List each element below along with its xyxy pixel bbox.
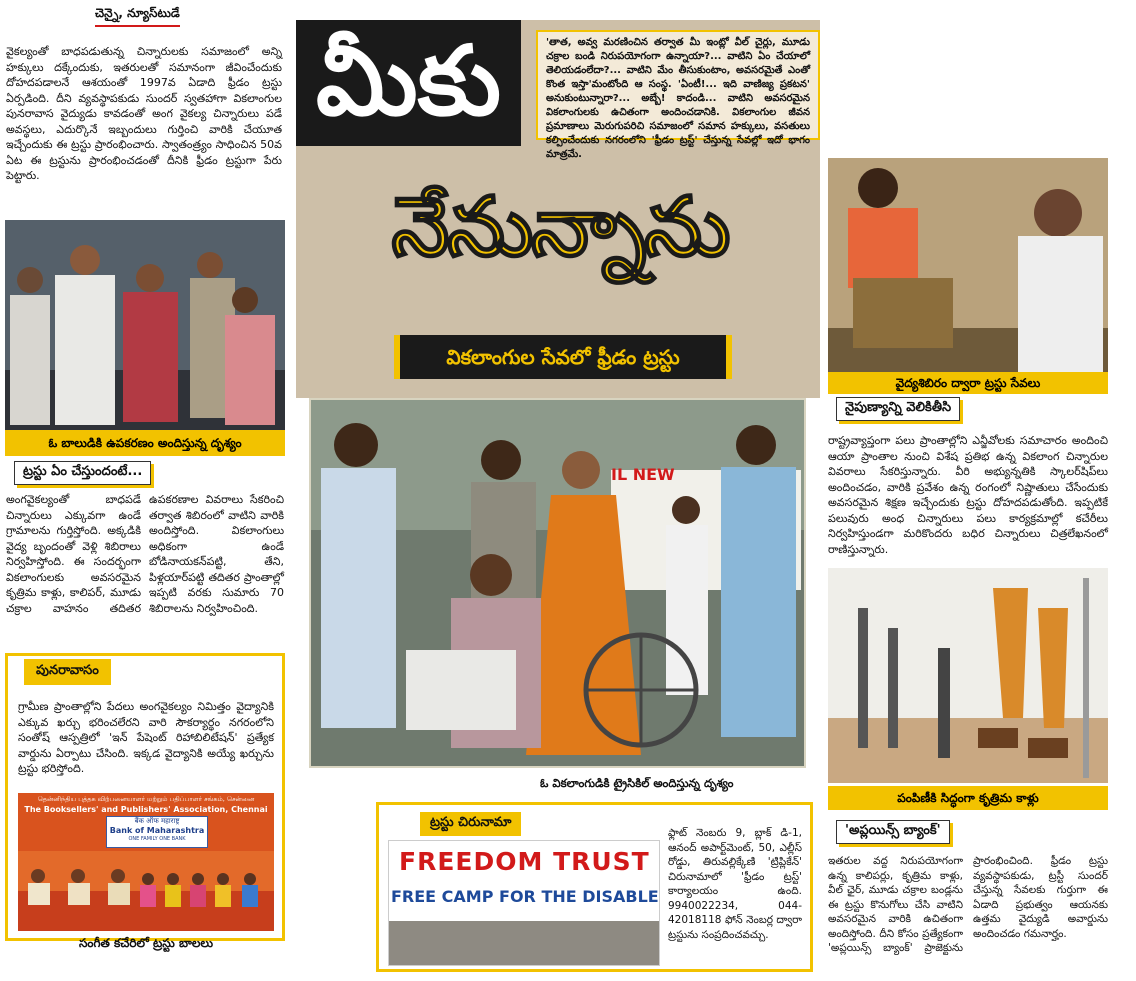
- skills-text: రాష్ట్రవ్యాప్తంగా పలు ప్రాంతాల్లోని ఎన్జీవోలకు సమాచారం అందించి ఆయా ప్రాంతాల నుంచి విశేష ప్రతిభ ఉన్న వికలాంగ చిన్నారుల వివరాలు సేకరిస్తున్నారు. వీరి అభ్యున్నతికి స్కాలర్‌షిప్‌లు అందించడం, వారికి ప్రవేశం ఉన్న రంగంలో నిష్ణాతులు చేసేందుకు అవసరమైన శిక్షణ ఇచ్చేందుకు ట్రస్టు దోహదపడుతోంది. ఇప్పటికే పలువురు అంధ చిన్నారులు పలు కార్యక్రమాల్లో కచేరీలు నిర్వహిస్తుండగా మరికొందరు బధిర చిన్నారులు చిత్రలేఖనంలో రాణిస్తున్నారు.: [828, 434, 1108, 556]
- artificial-limbs-photo-icon: [828, 568, 1108, 783]
- photo-concert: [18, 793, 274, 931]
- subhead-appliance-bank: 'అప్లయిన్స్ బ్యాంక్': [836, 820, 950, 844]
- tricycle-photo-icon: [311, 400, 804, 766]
- photo1-caption: ఓ బాలుడికి ఉపకరణం అందిస్తున్న దృశ్యం: [5, 430, 285, 456]
- freedom-sign-line1: FREEDOM TRUST: [399, 847, 650, 876]
- subhead-what-trust-does: ట్రస్టు ఏం చేస్తుందంటే...: [14, 461, 151, 485]
- photo-people-icon: [5, 220, 285, 430]
- headline-top: మీకు: [316, 25, 501, 137]
- freedom-sign-line2: FREE CAMP FOR THE DISABLE: [391, 887, 659, 906]
- concert-banner: The Booksellers' and Publishers' Association, Chennai: [24, 805, 268, 814]
- trust-work-text: అంగవైకల్యంతో బాధపడే చిన్నారులు ఎక్కువగా ఉండే గ్రామాలను గుర్తిస్తోంది. అక్కడికి వైద్య బృందంతో వెళ్లి శిబిరాలు నిర్వహిస్తోంది. ఈ సందర్భంగా వికలాంగులకు అవసరమైన కృత్రిమ కాళ్లు, కాలిపర్, మూడు చక్రాల వాహనం తదితర ఉపకరణాల వివరాలు సేకరించి తర్వాత శిబిరంలో వాటిని వారికి అందిస్తోంది. వికలాంగులు అధికంగా ఉండే బోడినాయకన్‌పట్టి, తేని, పిళ్లయార్‌పట్టి తదితర ప్రాంతాల్లో ఇప్పటి వరకు సుమారు 70 శిబిరాలను నిర్వహించింది.: [6, 493, 284, 615]
- center-photo-banner: IL NEW: [611, 465, 675, 484]
- byline: చెన్నై, న్యూస్‌టుడే: [95, 6, 180, 27]
- photo-freedom-sign: [388, 840, 660, 966]
- address-text: ఫ్లాట్ నెంబరు 9, బ్లాక్ డి-1, ఆనంద్ అపార్ట్‌మెంట్, 50, ఎల్లీస్ రోడ్డు, తిరువల్లిక్కేణి 'ట్రిప్లికేన్' చిరునామాలో 'ఫ్రీడం ట్రస్ట్' కార్యాలయం ఉంది. 9940022234, 044-42018118 ఫోన్ నెంబర్ల ద్వారా ట్రస్టును సంప్రదించవచ్చు.: [668, 827, 802, 941]
- photo-right2-caption: పంపిణీకి సిద్ధంగా కృత్రిమ కాళ్లు: [828, 786, 1108, 810]
- photo-boy-receiving-aid: [5, 220, 285, 430]
- photo-tricycle: [309, 398, 806, 768]
- center-caption: ఓ వికలాంగుడికి ట్రైసికిల్ అందిస్తున్న దృశ్యం: [540, 776, 734, 790]
- quote-box: [536, 30, 820, 160]
- photo-medical-camp: [828, 158, 1108, 372]
- appliance-bank-text: ఇతరుల వద్ద నిరుపయోగంగా ఉన్న కాలిపర్లు, కృత్రిమ కాళ్లు, వీల్ ఛైర్, మూడు చక్రాల బండ్లను ఈ ట్రస్టు కొనుగోలు చేసి వాటిని అవసరమైన వారికి ఉచితంగా అందిస్తోంది. దీని కోసం ప్రత్యేకంగా 'అప్లయిన్స్ బ్యాంక్' ప్రాజెక్టును ప్రారంభించింది. ఫ్రీడం ట్రస్టు వ్యవస్థాపకుడు, ట్రస్టీ సుందర్ చేస్తున్న సేవలకు గుర్తుగా ఈ ఏడాది ప్రభుత్వం ఆయనకు ఉత్తమ వైద్యుడి అవార్డును అందించడం గమనార్హం.: [828, 855, 1108, 954]
- address-title: ట్రస్టు చిరునామా: [420, 812, 521, 836]
- bank-name: Bank of Maharashtra: [109, 826, 205, 835]
- intro-paragraph: వైకల్యంతో బాధపడుతున్న చిన్నారులకు సమాజంలో అన్ని హక్కులు దక్కేందుకు, ఇతరులతో సమానంగా జీవించేందుకు దోహదపడాలనే ఆశయంతో 1997వ ఏడాది ఫ్రీడం ట్రస్టు ఏర్పడింది. దీని వ్యవస్థాపకుడు సుందర్ స్వతహాగా వికలాంగుల పునరావాస వైద్యుడు కావడంతో అంగ వైకల్య చిన్నారులు పడే అవస్థలు, ఎదుర్కొనే ఇబ్బందులు గుర్తించి వారికి చేయూత ఇచ్చేందుకు ఈ ట్రస్టు ప్రారంభించారు. స్వాతంత్ర్యం సాధించిన 50వ ఏట ఈ ట్రస్టును ప్రారంభించడంతో దీనికి ఫ్రీడం ట్రస్టుగా పేరు పెట్టారు.: [6, 45, 282, 182]
- photo-artificial-limbs: [828, 568, 1108, 783]
- bank-tagline: ONE FAMILY ONE BANK: [128, 836, 186, 842]
- subhead-skills: నైపుణ్యాన్ని వెలికితీసి: [836, 397, 960, 421]
- rehab-heading: పునరావాసం: [24, 659, 111, 685]
- bank-name-regional: बैंक ऑफ महाराष्ट्र: [134, 817, 180, 825]
- concert-performers-icon: [18, 851, 274, 931]
- medical-camp-photo-icon: [828, 158, 1108, 372]
- bank-sign: [106, 816, 208, 848]
- rehab-text: గ్రామీణ ప్రాంతాల్లోని పేదలు అంగవైకల్యం నిమిత్తం వైద్యానికి ఎక్కువ ఖర్చు భరించలేరని వారి సౌకర్యార్థం నగరంలోని సంతోష్ ఆస్పత్రిలో 'ఇన్ పేషెంట్ రిహాబిలిటేషన్' ప్రత్యేక వార్డును ఏర్పాటు చేసింది. ఇక్కడ వైద్యానికి అయ్యే ఖర్చును ట్రస్టు భరిస్తోంది.: [18, 700, 274, 775]
- quote-text: 'తాత, అవ్వ మరణించిన తర్వాత మీ ఇంట్లో వీల్ చైర్లు, మూడు చక్రాల బండి నిరుపయోగంగా ఉన్నాయా?... వాటిని ఏం చేయాలో తెలియడంలేదా?... వాటిని మేం తీసుకుంటాం, అవసరమైతే ఎంతో కొంత ఇస్తా'మంటోంది ఆ సంస్థ. 'ఏంటీ!... ఇది వాణిజ్య ప్రకటన' అనుకుంటున్నారా?... అబ్బే! కాదండి... వాటిని అవసరమైన వికలాంగులకు ఉచితంగా అందించడానికి. వికలాంగుల జీవన ప్రమాణాలు మెరుగుపరిచి సమాజంలో సమాన హక్కులు, వసతులు కల్పించేందుకు నగరంలోని 'ఫ్రీడం ట్రస్ట్' చేస్తున్న సేవల్లో ఇదో భాగం మాత్రమే.: [546, 37, 810, 160]
- concert-banner-tamil: தென்னிந்திய புத்தக விற்பனையாளர் மற்றும் பதிப்பாளர் சங்கம், சென்னை: [37, 795, 255, 803]
- concert-caption: సంగీత కచేరిలో ట్రస్టు బాలలు: [78, 936, 214, 950]
- photo-right1-caption: వైద్యశిబిరం ద్వారా ట్రస్టు సేవలు: [828, 372, 1108, 394]
- headline-main: నేనున్నాను: [391, 180, 729, 275]
- tagline: వికలాంగుల సేవలో ఫ్రీడం ట్రస్టు: [394, 335, 732, 379]
